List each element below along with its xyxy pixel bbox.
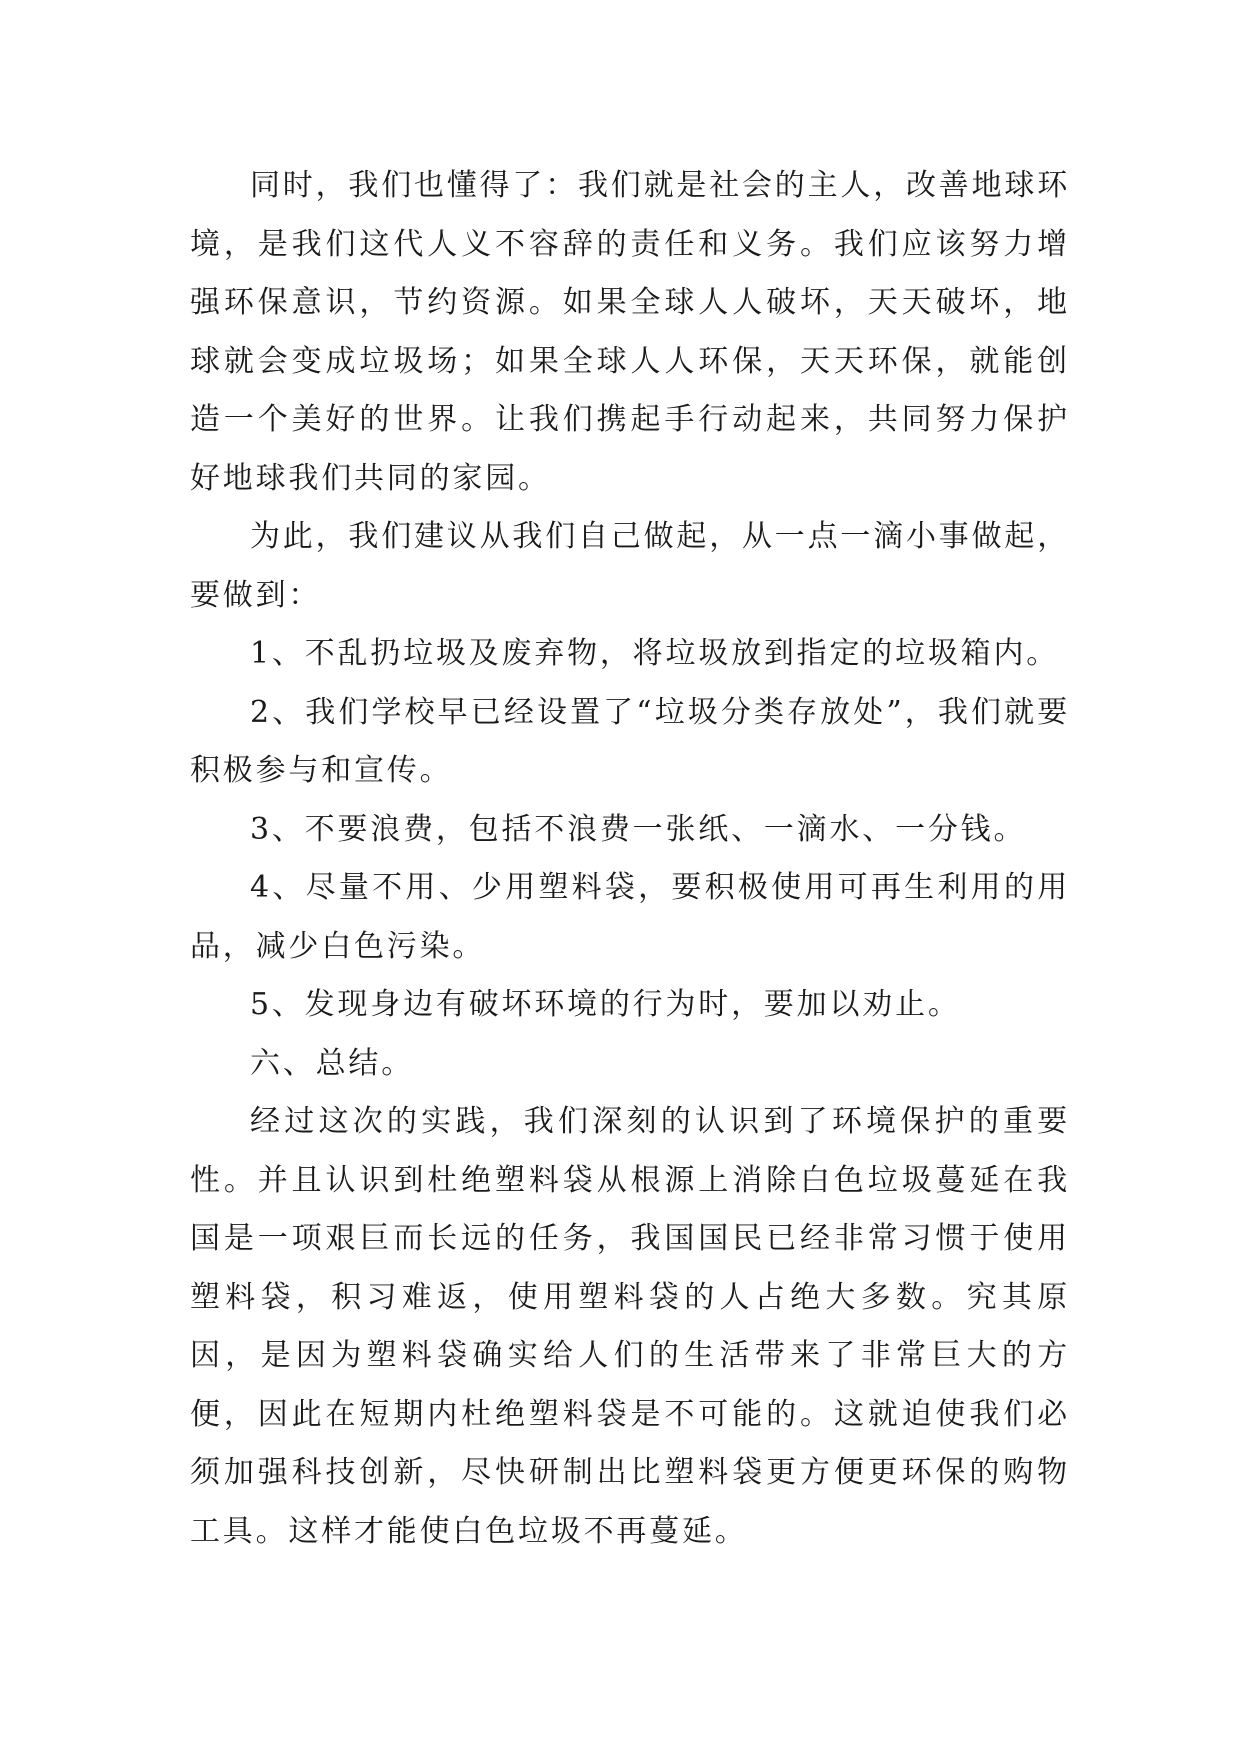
paragraph-summary: 经过这次的实践，我们深刻的认识到了环境保护的重要性。并且认识到杜绝塑料袋从根源上消除白色垃圾蔓延在我国是一项艰巨而长远的任务，我国国民已经非常习惯于使用塑料袋，积习难返，使用塑料袋的人占绝大多数。究其原因，是因为塑料袋确实给人们的生活带来了非常巨大的方便，因此在短期内杜绝塑料袋是不可能的。这就迫使我们必须加强科技创新，尽快研制出比塑料袋更方便更环保的购物工具。这样才能使白色垃圾不再蔓延。 — [190, 1104, 1070, 1549]
document-body — [190, 157, 1070, 1561]
list-item-1: 1、不乱扔垃圾及废弃物，将垃圾放到指定的垃圾箱内。 — [250, 636, 1060, 671]
paragraph-responsibility: 同时，我们也懂得了：我们就是社会的主人，改善地球环境，是我们这代人义不容辞的责任和义务。我们应该努力增强环保意识，节约资源。如果全球人人破坏，天天破坏，地球就会变成垃圾场；如果全球人人环保，天天环保，就能创造一个美好的世界。让我们携起手行动起来，共同努力保护好地球我们共同的家园。 — [190, 168, 1070, 496]
list-item-3: 3、不要浪费，包括不浪费一张纸、一滴水、一分钱。 — [250, 811, 1027, 847]
paragraph-suggestion-intro: 为此，我们建议从我们自己做起，从一点一滴小事做起，要做到： — [190, 519, 1070, 613]
list-item-5: 5、发现身边有破坏环境的行为时，要加以劝止。 — [250, 987, 961, 1022]
section-heading-summary: 六、总结。 — [250, 1045, 414, 1081]
list-item-2: 2、我们学校早已经设置了“垃圾分类存放处”，我们就要积极参与和宣传。 — [190, 694, 1070, 788]
list-item-4: 4、尽量不用、少用塑料袋，要积极使用可再生利用的用品，减少白色污染。 — [190, 870, 1070, 964]
